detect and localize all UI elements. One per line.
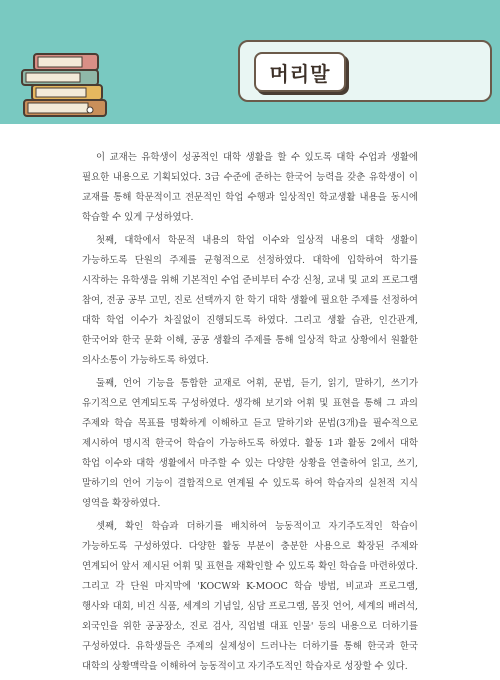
page-title: 머리말 — [269, 61, 331, 86]
paragraph-intro: 이 교재는 유학생이 성공적인 대학 생활을 할 수 있도록 대학 수업과 생활에 필요한 내용으로 기획되었다. 3급 수준에 준하는 한국어 능력을 갖춘 유학생이 이 교재를 통해 학문적이고 전문적인 학업 수행과 일상적인 학교생활 내용을 동시에 학습할 수 있게 구성하였다. — [82, 152, 418, 223]
paragraph-first: 첫째, 대학에서 학문적 내용의 학업 이수와 일상적 내용의 대학 생활이 가능하도록 단원의 주제를 균형적으로 선정하였다. 대학에 입학하여 학기를 시작하는 유학생을 위해 기본적인 수업 준비부터 수강 신청, 교내 및 교외 프로그램 참여, 전공 공부 고민, 진로 선택까지 한 학기 대학 생활에 필요한 주제를 선정하여 대학 학업 이수가 차질없이 진행되도록 하였다. 그리고 생활 습관, 인간관계, 한국어와 한국 문화 이해, 공공 생활의 주제를 통해 일상적 학교 상황에서 원활한 의사소통이 가능하도록 하였다. — [82, 235, 418, 366]
paragraph-third: 셋째, 확인 학습과 더하기를 배치하여 능동적이고 자기주도적인 학습이 가능하도록 구성하였다. 다양한 활동 부분이 충분한 사용으로 확장된 주제와 연계되어 앞서 제시된 어휘 및 표현을 재확인할 수 있도록 확인 학습을 마련하였다. 그리고 각 단원 마지막에 'KOCW와 K-MOOC 학습 방법, 비교과 프로그램, 행사와 대회, 비건 식품, 세계의 기념일, 심담 프로그램, 몸짓 언어, 세계의 배려석, 외국인을 위한 공공장소, 진로 검사, 직업별 대표 인물' 등의 내용으로 더하기를 구성하였다. 유학생들은 주제의 실제성이 드러나는 더하기를 통해 한국과 한국 대학의 상황맥락을 이해하여 능동적이고 자기주도적인 학습자로 성장할 수 있다. — [82, 521, 418, 672]
preface-body — [82, 148, 418, 680]
header-band — [0, 0, 500, 124]
title-card — [238, 40, 492, 102]
paragraph-second: 둘째, 언어 기능을 통합한 교재로 어휘, 문법, 듣기, 읽기, 말하기, 쓰기가 유기적으로 연계되도록 구성하였다. 생각해 보기와 어휘 및 표현을 통해 그 과의 주제와 학습 목표를 명확하게 이해하고 듣고 말하기와 문법(3개)을 필수적으로 제시하여 명시적 한국어 학습이 가능하도록 하였다. 활동 1과 활동 2에서 대학 학업 이수와 대학 생활에서 마주할 수 있는 다양한 상황을 연출하여 읽고, 쓰기, 말하기의 언어 기능이 결합적으로 연계될 수 있도록 하여 학습자의 실천적 지식 영역을 확장하였다. — [82, 378, 418, 509]
title-tag — [254, 52, 346, 92]
stacked-books-icon — [18, 30, 114, 126]
